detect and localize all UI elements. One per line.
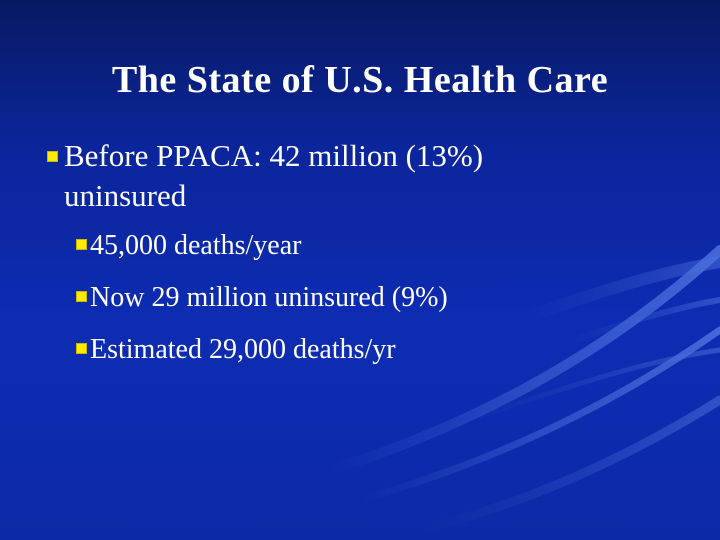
sub-bullet-square-icon xyxy=(77,240,86,249)
sub-bullet-text: 45,000 deaths/year xyxy=(90,230,302,261)
sub-bullet-text: Estimated 29,000 deaths/yr xyxy=(90,334,396,365)
bullet-square-icon xyxy=(48,152,57,161)
sub-bullet-square-icon xyxy=(77,344,86,353)
sub-bullet-square-icon xyxy=(77,292,86,301)
sub-bullet-text: Now 29 million uninsured (9%) xyxy=(90,282,448,313)
bullet-text-line-2: uninsured xyxy=(64,178,187,213)
slide-title: The State of U.S. Health Care xyxy=(111,59,609,101)
bullet-text-line-1: Before PPACA: 42 million (13%) xyxy=(64,138,484,173)
